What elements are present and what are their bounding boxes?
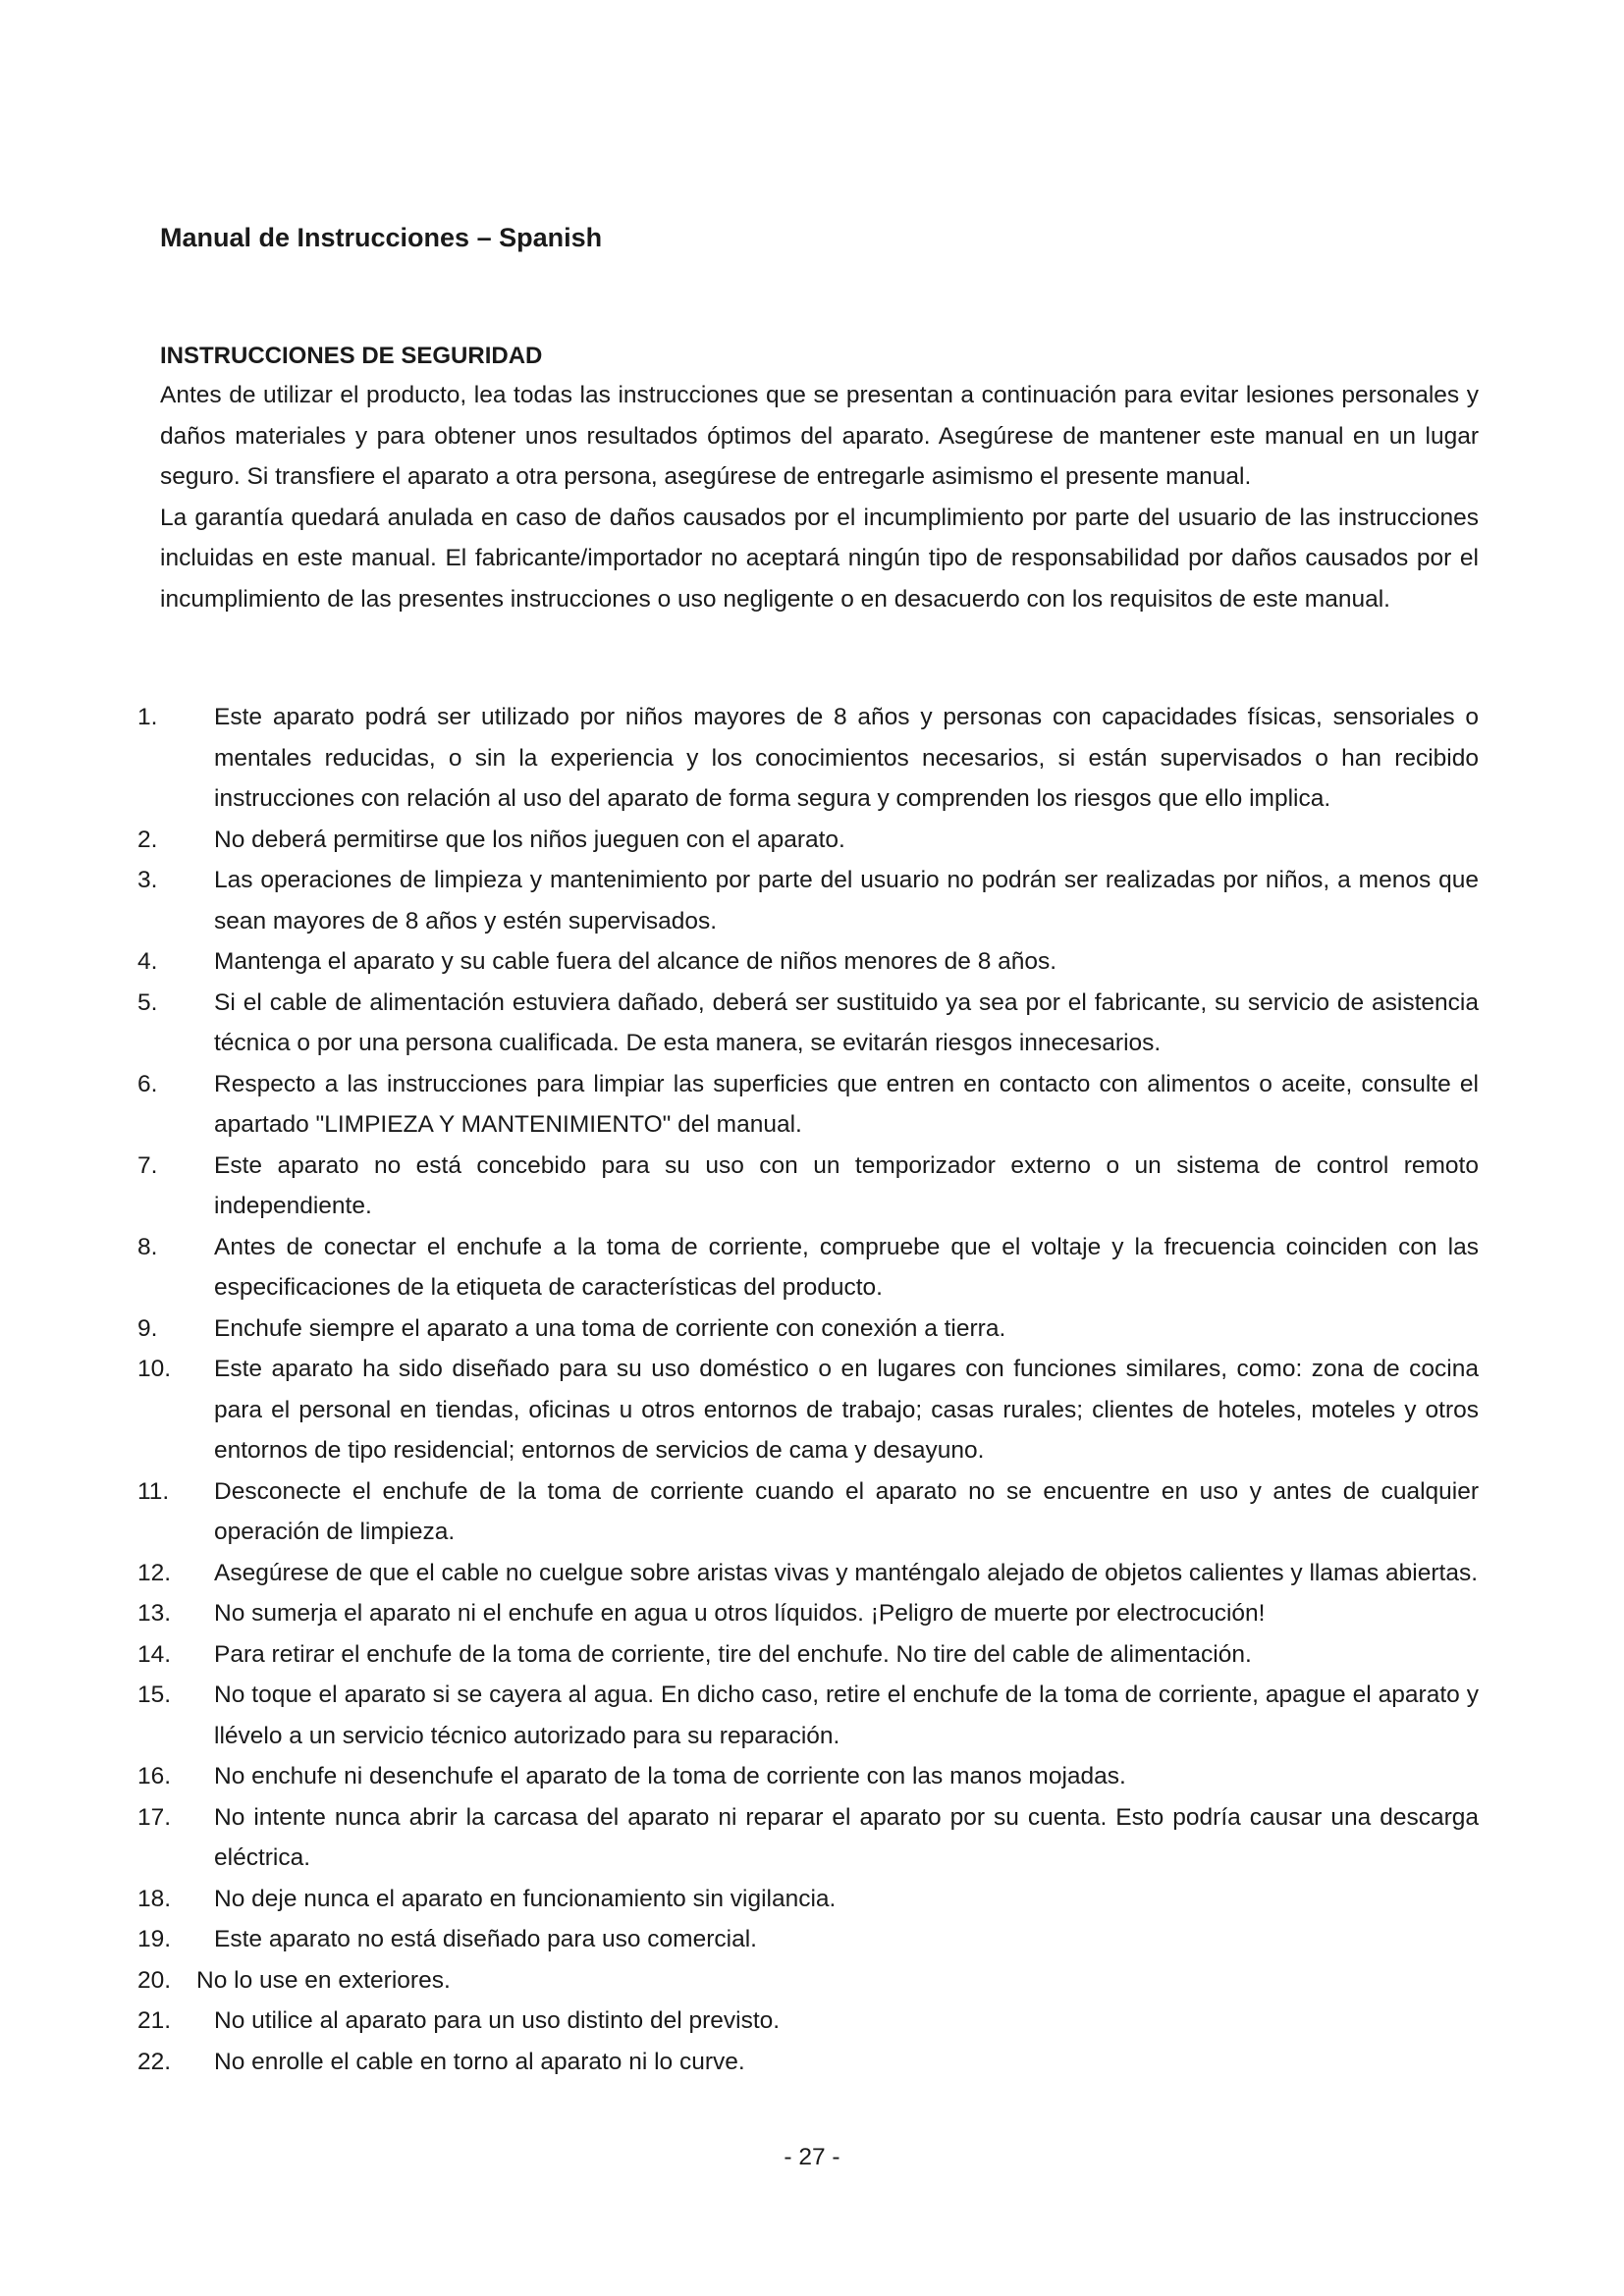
list-item <box>137 1593 1479 1634</box>
item-text: Mantenga el aparato y su cable fuera del alcance de niños menores de 8 años. <box>214 948 1057 975</box>
item-text: No enchufe ni desenchufe el aparato de la toma de corriente con las manos mojadas. <box>214 1763 1126 1789</box>
list-item <box>137 2001 1479 2042</box>
item-text: Este aparato no está diseñado para uso comercial. <box>214 1926 757 1952</box>
item-text: Antes de conectar el enchufe a la toma de corriente, compruebe que el voltaje y la frecuencia coinciden con las especificaciones de la etiqueta de características del producto. <box>214 1233 1479 1301</box>
item-number: 5. <box>137 988 158 1016</box>
list-item <box>137 1308 1479 1350</box>
item-text: Este aparato no está concebido para su uso con un temporizador externo o un sistema de control remoto independiente. <box>214 1151 1479 1219</box>
item-number: 22. <box>137 2048 172 2075</box>
item-text: No toque el aparato si se cayera al agua. En dicho caso, retire el enchufe de la toma de corriente, apague el aparato y llévelo a un servicio técnico autorizado para su reparación. <box>214 1682 1479 1749</box>
list-item <box>137 820 1479 861</box>
item-number: 1. <box>137 704 158 730</box>
item-text: Para retirar el enchufe de la toma de corriente, tire del enchufe. No tire del cable de alimentación. <box>214 1640 1252 1668</box>
item-text: Asegúrese de que el cable no cuelgue sobre aristas vivas y manténgalo alejado de objetos calientes y llamas abiertas. <box>214 1559 1479 1586</box>
item-text: No lo use en exteriores. <box>196 1966 451 1994</box>
item-number: 12. <box>137 1559 172 1586</box>
item-text: No sumerja el aparato ni el enchufe en agua u otros líquidos. ¡Peligro de muerte por electrocución! <box>214 1600 1266 1627</box>
item-number: 8. <box>137 1233 158 1260</box>
item-number: 15. <box>137 1682 172 1708</box>
item-text: No enrolle el cable en torno al aparato ni lo curve. <box>214 2048 745 2075</box>
intro-paragraph: La garantía quedará anulada en caso de daños causados por el incumplimiento por parte del usuario de las instrucciones incluidas en este manual. El fabricante/importador no aceptará ningún tipo de responsabilidad por daños causados por el incumplimiento de las presentes instrucciones o uso negligente o en desacuerdo con los requisitos de este manual. <box>160 504 1479 613</box>
item-number: 19. <box>137 1926 172 1952</box>
list-item <box>137 1471 1479 1553</box>
section-heading: INSTRUCCIONES DE SEGURIDAD <box>160 343 543 369</box>
document-title: Manual de Instrucciones – Spanish <box>160 223 603 252</box>
item-text: Enchufe siempre el aparato a una toma de corriente con conexión a tierra. <box>214 1314 1006 1342</box>
list-item <box>137 1797 1479 1879</box>
item-number: 6. <box>137 1070 158 1097</box>
item-text: No deje nunca el aparato en funcionamiento sin vigilancia. <box>214 1885 837 1912</box>
list-item <box>137 1960 1479 2002</box>
item-number: 9. <box>137 1314 158 1342</box>
list-item <box>137 1919 1479 1960</box>
page-number: - 27 - <box>784 2144 840 2170</box>
list-item <box>137 983 1479 1064</box>
item-number: 21. <box>137 2007 172 2034</box>
item-text: Este aparato podrá ser utilizado por niños mayores de 8 años y personas con capacidades físicas, sensoriales o mentales reducidas, o sin la experiencia y los conocimientos necesarios, si están supervisados o han recibido instrucciones con relación al uso del aparato de forma segura y comprenden los riesgos que ello implica. <box>214 704 1479 812</box>
list-item <box>137 1146 1479 1227</box>
item-text: No utilice al aparato para un uso distinto del previsto. <box>214 2007 781 2034</box>
list-item <box>137 1634 1479 1676</box>
item-text: Si el cable de alimentación estuviera dañado, deberá ser sustituido ya sea por el fabricante, su servicio de asistencia técnica o por una persona cualificada. De esta manera, se evitarán riesgos innecesarios. <box>214 988 1479 1056</box>
intro-paragraph: Antes de utilizar el producto, lea todas las instrucciones que se presentan a continuación para evitar lesiones personales y daños materiales y para obtener unos resultados óptimos del aparato. Asegúrese de mantener este manual en un lugar seguro. Si transfiere el aparato a otra persona, asegúrese de entregarle asimismo el presente manual. <box>160 382 1479 490</box>
item-text: Respecto a las instrucciones para limpiar las superficies que entren en contacto con alimentos o aceite, consulte el apartado "LIMPIEZA Y MANTENIMIENTO" del manual. <box>214 1070 1479 1138</box>
item-number: 16. <box>137 1763 172 1789</box>
item-number: 13. <box>137 1600 172 1627</box>
item-number: 17. <box>137 1803 172 1831</box>
item-number: 18. <box>137 1885 172 1912</box>
item-number: 7. <box>137 1151 158 1179</box>
intro-text <box>160 375 1479 619</box>
item-number: 11. <box>137 1477 170 1505</box>
list-item <box>137 1756 1479 1797</box>
list-item <box>137 1675 1479 1756</box>
item-text: No intente nunca abrir la carcasa del aparato ni reparar el aparato por su cuenta. Esto podría causar una descarga eléctrica. <box>214 1803 1479 1871</box>
list-item <box>137 1227 1479 1308</box>
list-item <box>137 2042 1479 2083</box>
list-item <box>137 1349 1479 1471</box>
item-text: No deberá permitirse que los niños jueguen con el aparato. <box>214 826 845 853</box>
list-item <box>137 697 1479 820</box>
item-number: 20. <box>137 1966 172 1994</box>
item-number: 4. <box>137 948 158 975</box>
item-text: Este aparato ha sido diseñado para su uso doméstico o en lugares con funciones similares, como: zona de cocina para el personal en tiendas, oficinas u otros entornos de trabajo; casas rurales; clientes de hoteles, moteles y otros entornos de tipo residencial; entornos de servicios de cama y desayuno. <box>214 1356 1479 1464</box>
item-text: Las operaciones de limpieza y mantenimiento por parte del usuario no podrán ser realizadas por niños, a menos que sean mayores de 8 años y estén supervisados. <box>214 867 1479 934</box>
item-number: 3. <box>137 867 158 893</box>
list-item <box>137 1879 1479 1920</box>
list-item <box>137 941 1479 983</box>
safety-instructions-list <box>137 697 1479 2082</box>
list-item <box>137 1553 1479 1594</box>
list-item <box>137 1064 1479 1146</box>
item-number: 2. <box>137 826 158 853</box>
list-item <box>137 860 1479 941</box>
item-number: 10. <box>137 1356 172 1382</box>
item-number: 14. <box>137 1640 172 1668</box>
item-text: Desconecte el enchufe de la toma de corriente cuando el aparato no se encuentre en uso y antes de cualquier operación de limpieza. <box>214 1477 1479 1545</box>
